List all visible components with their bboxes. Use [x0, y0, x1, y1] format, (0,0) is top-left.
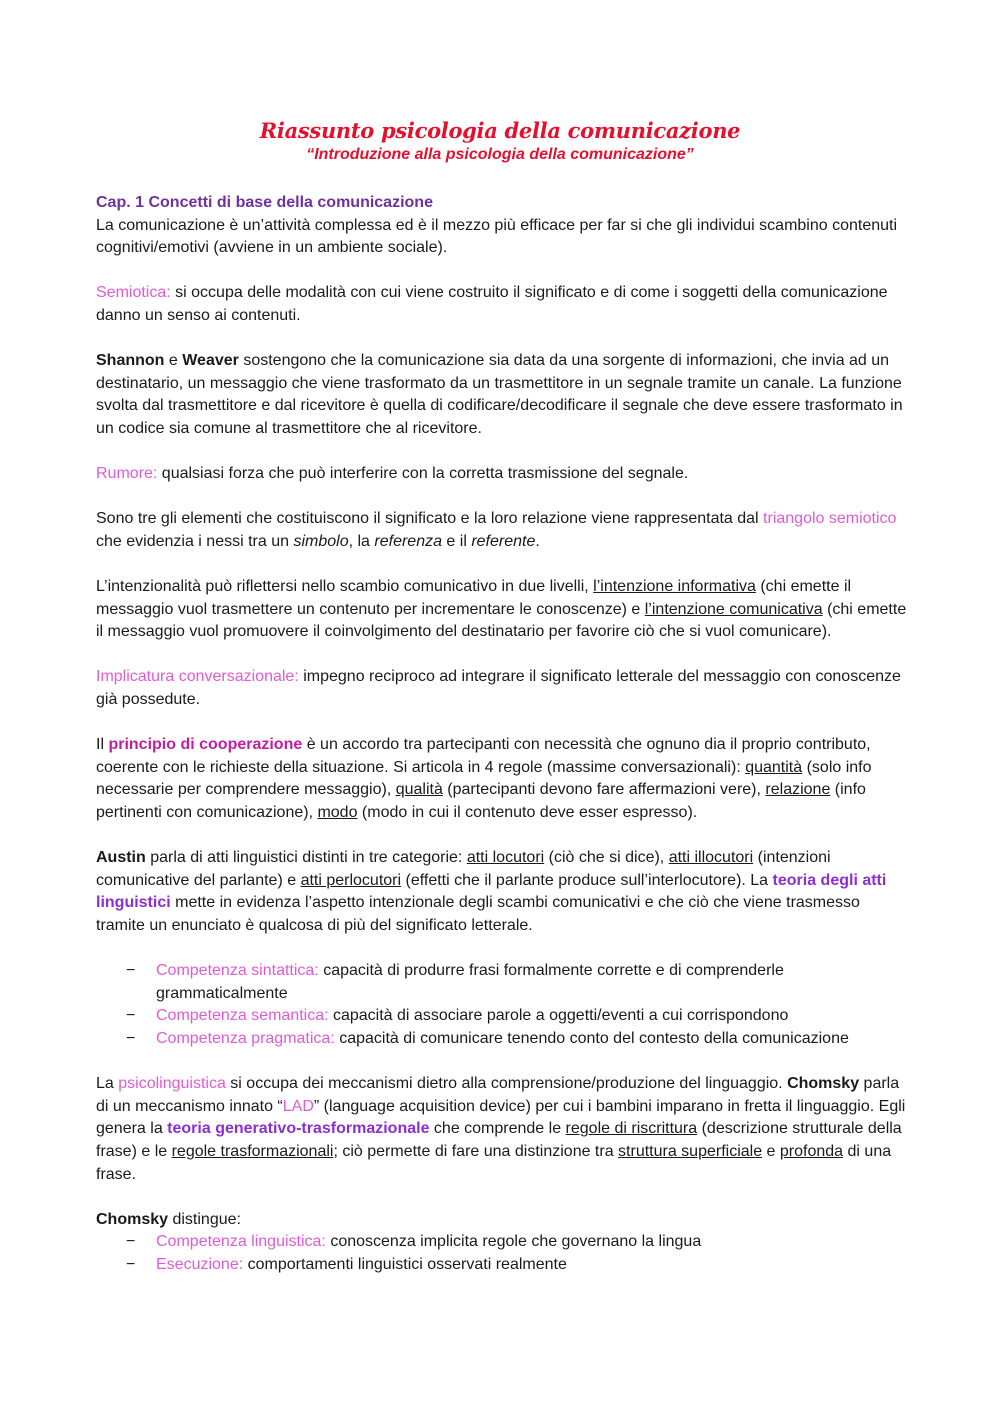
- list-item: [126, 1254, 908, 1277]
- term-competenza-semantica: Competenza semantica:: [156, 1007, 329, 1025]
- text-distingue: distingue:: [168, 1210, 241, 1228]
- text-cooperazione: è un accordo tra partecipanti con necessità che ognuno dia il proprio contributo, coerente con le richieste della situazione. Si articola in 4 regole (massime conversazionali):: [96, 736, 871, 776]
- paragraph-implicatura: [96, 666, 908, 711]
- term-atti-perlocutori: atti perlocutori: [300, 871, 402, 889]
- term-triangolo: triangolo semiotico: [763, 510, 897, 528]
- term-modo: modo: [317, 804, 358, 822]
- document-subtitle: “Introduzione alla psicologia della comunicazione”: [306, 146, 694, 163]
- name-austin: Austin: [96, 849, 146, 867]
- paragraph-rumore: [96, 463, 908, 486]
- dash-bullet: −: [126, 962, 136, 980]
- text-competenza-linguistica: conoscenza implicita regole che governano la lingua: [325, 1233, 702, 1251]
- term-rumore: Rumore:: [96, 465, 158, 483]
- text-semiotica: si occupa delle modalità con cui viene costruito il significato e di come i soggetti della comunicazione danno un senso ai contenuti.: [96, 284, 888, 324]
- text-austin-b: (ciò che si dice),: [544, 849, 669, 867]
- text-triangolo-before: Sono tre gli elementi che costituiscono il significato e la loro relazione viene rappresentata dal: [96, 510, 764, 528]
- text-intenzione-end: (chi emette il messaggio vuol promuovere il coinvolgimento del destinatario per favorire ciò che si vuol comunicare).: [96, 600, 907, 641]
- term-intenzione-comunicativa: l’intenzione comunicativa: [644, 600, 823, 618]
- term-competenza-pragmatica: Competenza pragmatica:: [156, 1029, 335, 1047]
- chapter-heading: Cap. 1 Concetti di base della comunicazione: [96, 194, 433, 211]
- list-item: [126, 1231, 908, 1254]
- text-psico-d: ” (language acquisition device) per cui i bambini imparano in fretta il linguaggio. Egli genera la: [96, 1097, 906, 1138]
- word-simbolo: simbolo: [293, 532, 349, 550]
- term-principio-cooperazione: principio di cooperazione: [108, 736, 303, 754]
- term-psicolinguistica: psicolinguistica: [118, 1075, 226, 1093]
- term-semiotica: Semiotica:: [96, 284, 171, 302]
- text-quantita: (solo info necessarie per comprendere messaggio),: [96, 758, 872, 799]
- word-referenza: referenza: [374, 532, 442, 550]
- text-il: Il: [96, 736, 109, 754]
- text-rumore: qualsiasi forza che può interferire con la corretta trasmissione del segnale.: [157, 465, 689, 483]
- paragraph-triangolo: [96, 508, 908, 553]
- term-competenza-sintattica: Competenza sintattica:: [156, 962, 319, 980]
- term-atti-illocutori: atti illocutori: [668, 849, 754, 867]
- text-shannon: sostengono che la comunicazione sia data da una sorgente di informazioni, che invia ad un destinatario, un messaggio che viene trasformato da un trasmettitore in un segnale tramite un canale. La funzione svolta dal trasmettitore e dal ricevitore è quella di codificare/decodificare il segnale che deve essere trasformato in un codice sia comune al trasmettitore che al ricevitore.: [96, 352, 903, 437]
- dash-bullet: −: [126, 1233, 136, 1251]
- paragraph-austin: [96, 847, 908, 937]
- chomsky-list: [96, 1231, 908, 1276]
- paragraph-intro: La comunicazione è un’attività complessa ed è il mezzo più efficace per far si che gli individui scambino contenuti cognitivi/emotivi (avviene in un ambiente sociale).: [96, 216, 898, 257]
- text-competenza-pragmatica: capacità di comunicare tenendo conto del contesto della comunicazione: [334, 1029, 849, 1047]
- term-regole-trasformazionali: regole trasformazionali: [171, 1142, 334, 1160]
- text-austin-e: mette in evidenza l’aspetto intenzionale degli scambi comunicativi e che ciò che viene trasmesso tramite un enunciato è qualcosa di più del significato letterale.: [96, 894, 860, 934]
- text-austin-a: parla di atti linguistici distinti in tre categorie:: [145, 849, 467, 867]
- paragraph-intenzione: [96, 576, 908, 644]
- paragraph-distingue: [96, 1209, 908, 1232]
- text-and: e: [164, 352, 183, 370]
- term-implicatura: Implicatura conversazionale:: [96, 668, 299, 686]
- text-psico-g: ; ciò permette di fare una distinzione tra: [333, 1142, 619, 1160]
- word-referente: referente: [471, 532, 536, 550]
- text-psico-c: parla di un meccanismo innato “: [96, 1075, 900, 1115]
- term-atti-locutori: atti locutori: [466, 849, 545, 867]
- term-competenza-linguistica: Competenza linguistica:: [156, 1233, 326, 1251]
- term-profonda: profonda: [779, 1142, 844, 1160]
- paragraph-shannon: [96, 350, 908, 440]
- text-triangolo-mid: che evidenzia i nessi tra un: [96, 532, 294, 550]
- term-relazione: relazione: [765, 781, 831, 799]
- text-psico-e: che comprende le: [429, 1120, 566, 1138]
- competenze-list: [96, 960, 908, 1050]
- name-chomsky: Chomsky: [787, 1075, 860, 1093]
- list-item: [126, 960, 908, 1005]
- text-intenzione-before: L’intenzionalità può riflettersi nello scambio comunicativo in due livelli,: [96, 578, 594, 596]
- name-shannon: Shannon: [96, 352, 165, 370]
- list-item: [126, 1005, 908, 1028]
- paragraph-psicolinguistica: [96, 1073, 908, 1186]
- text-psico-b: si occupa dei meccanismi dietro alla comprensione/produzione del linguaggio.: [225, 1075, 788, 1093]
- term-struttura-superficiale: struttura superficiale: [618, 1142, 763, 1160]
- term-teoria-atti: teoria degli atti linguistici: [96, 871, 887, 912]
- text-psico-f: (descrizione strutturale della frase) e le: [96, 1120, 902, 1160]
- term-esecuzione: Esecuzione:: [156, 1255, 244, 1273]
- text-la: La: [96, 1075, 119, 1093]
- text-intenzione-mid: (chi emette il messaggio vuol trasmettere un contenuto per incrementare le conoscenze) e: [96, 578, 852, 618]
- text-psico-h: e: [762, 1142, 780, 1160]
- term-regole-riscrittura: regole di riscrittura: [565, 1120, 698, 1138]
- text-competenza-sintattica: capacità di produrre frasi formalmente corrette e di comprenderle grammaticalmente: [156, 962, 784, 1002]
- text-comma: , la: [348, 532, 375, 550]
- dash-bullet: −: [126, 1255, 136, 1273]
- text-relazione: (info pertinenti con comunicazione),: [96, 781, 866, 822]
- dash-bullet: −: [126, 1029, 136, 1047]
- document-body: [96, 192, 908, 1277]
- text-implicatura: impegno reciproco ad integrare il significato letterale del messaggio con conoscenze già possedute.: [96, 668, 901, 709]
- term-teoria-generativa: teoria generativo-trasformazionale: [167, 1120, 430, 1138]
- text-qualita: (partecipanti devono fare affermazioni vere),: [442, 781, 766, 799]
- text-competenza-semantica: capacità di associare parole a oggetti/eventi a cui corrispondono: [328, 1007, 789, 1025]
- name-weaver: Weaver: [182, 352, 239, 370]
- text-period: .: [535, 532, 540, 550]
- text-psico-i: di una frase.: [96, 1142, 892, 1183]
- term-lad: LAD: [282, 1097, 314, 1115]
- text-esecuzione: comportamenti linguistici osservati realmente: [243, 1255, 567, 1273]
- paragraph-semiotica: [96, 282, 908, 327]
- text-e-il: e il: [441, 532, 472, 550]
- term-quantita: quantità: [745, 758, 803, 776]
- dash-bullet: −: [126, 1007, 136, 1025]
- term-intenzione-informativa: l’intenzione informativa: [593, 578, 756, 596]
- name-chomsky-distingue: Chomsky: [96, 1210, 169, 1228]
- text-modo: (modo in cui il contenuto deve esser espresso).: [357, 804, 698, 822]
- list-item: [126, 1028, 908, 1051]
- term-qualita: qualità: [395, 781, 443, 799]
- text-austin-d: (effetti che il parlante produce sull’interlocutore). La: [401, 871, 773, 889]
- paragraph-cooperazione: [96, 734, 908, 824]
- text-austin-c: (intenzioni comunicative del parlante) e: [96, 849, 831, 889]
- document-title: Riassunto psicologia della comunicazione: [259, 118, 741, 143]
